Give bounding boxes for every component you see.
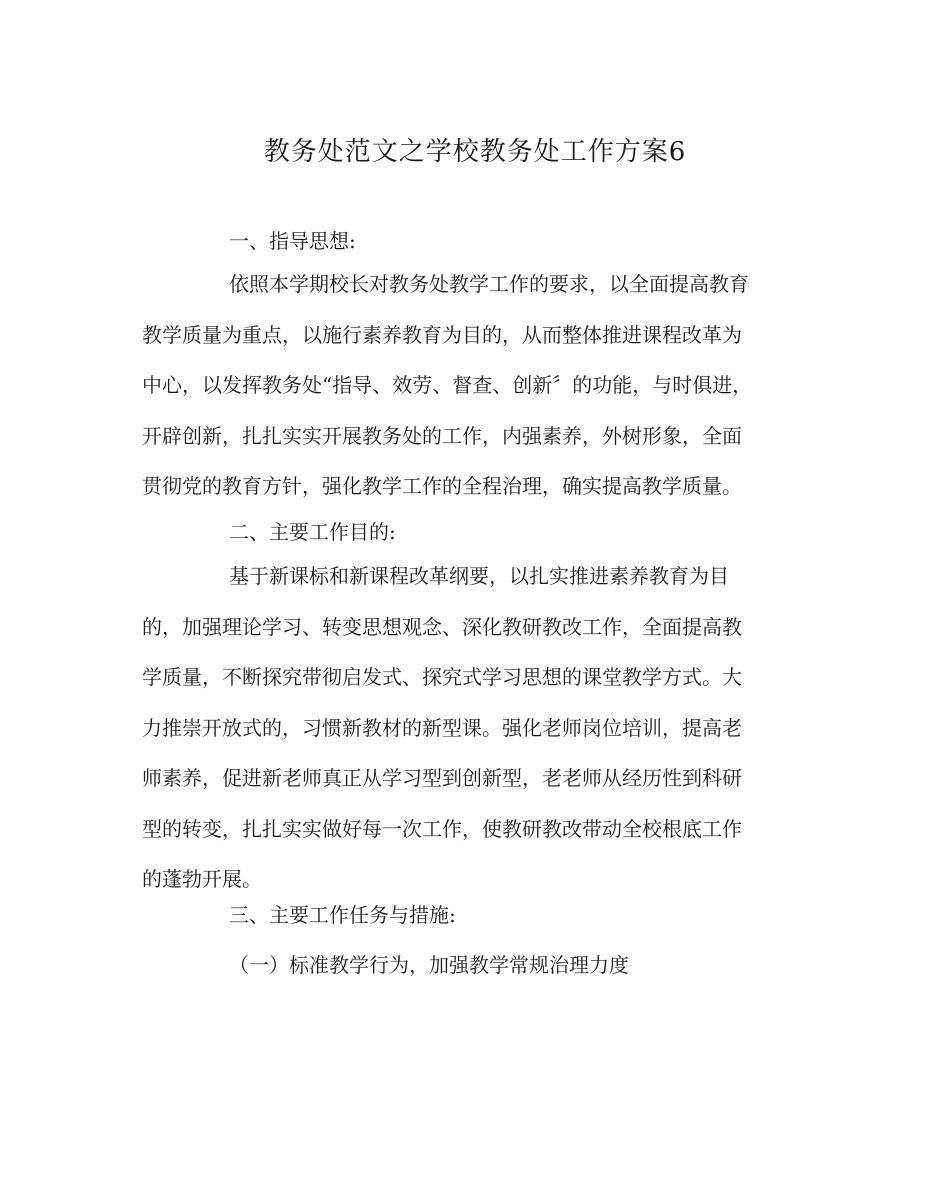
paragraph-line: 中心，以发挥教务处“指导、效劳、督查、创新〞的功能，与时俱进， <box>142 373 753 397</box>
paragraph-line: 型的转变，扎扎实实做好每一次工作，使教研教改带动全校根底工作 <box>142 816 742 841</box>
paragraph-line: 开辟创新，扎扎实实开展教务处的工作，内强素养，外树形象，全面 <box>142 423 742 448</box>
paragraph-line: 基于新课标和新课程改革纲要，以扎实推进素养教育为目 <box>229 564 729 588</box>
section-heading-main-goals: 二、主要工作目的: <box>229 520 396 544</box>
section-heading-tasks-measures: 三、主要工作任务与措施: <box>229 903 456 927</box>
paragraph-line: 师素养，促进新老师真正从学习型到创新型，老老师从经历性到科研 <box>142 766 742 790</box>
document-title: 教务处范文之学校教务处工作方案6 <box>263 137 687 167</box>
section-body-main-goals <box>142 551 802 905</box>
paragraph-line: 贯彻党的教育方针，强化教学工作的全程治理，确实提高教学质量。 <box>142 474 742 498</box>
paragraph-line: 学质量，不断探究带彻启发式、探究式学习思想的课堂教学方式。大 <box>142 665 742 689</box>
paragraph-line: 的蓬勃开展。 <box>142 867 262 891</box>
section-heading-guiding-thought: 一、指导思想: <box>229 229 356 253</box>
paragraph-line: 的，加强理论学习、转变思想观念、深化教研教改工作，全面提高教 <box>142 614 742 639</box>
section-body-guiding-thought <box>142 259 802 512</box>
paragraph-line: 教学质量为重点，以施行素养教育为目的，从而整体推进课程改革为 <box>142 322 742 347</box>
paragraph-line: 依照本学期校长对教务处教学工作的要求，以全面提高教育 <box>229 272 749 296</box>
subsection-heading: （一）标准教学行为，加强教学常规治理力度 <box>229 953 629 977</box>
paragraph-line: 力推崇开放式的，习惯新教材的新型课。强化老师岗位培训，提高老 <box>142 715 742 740</box>
